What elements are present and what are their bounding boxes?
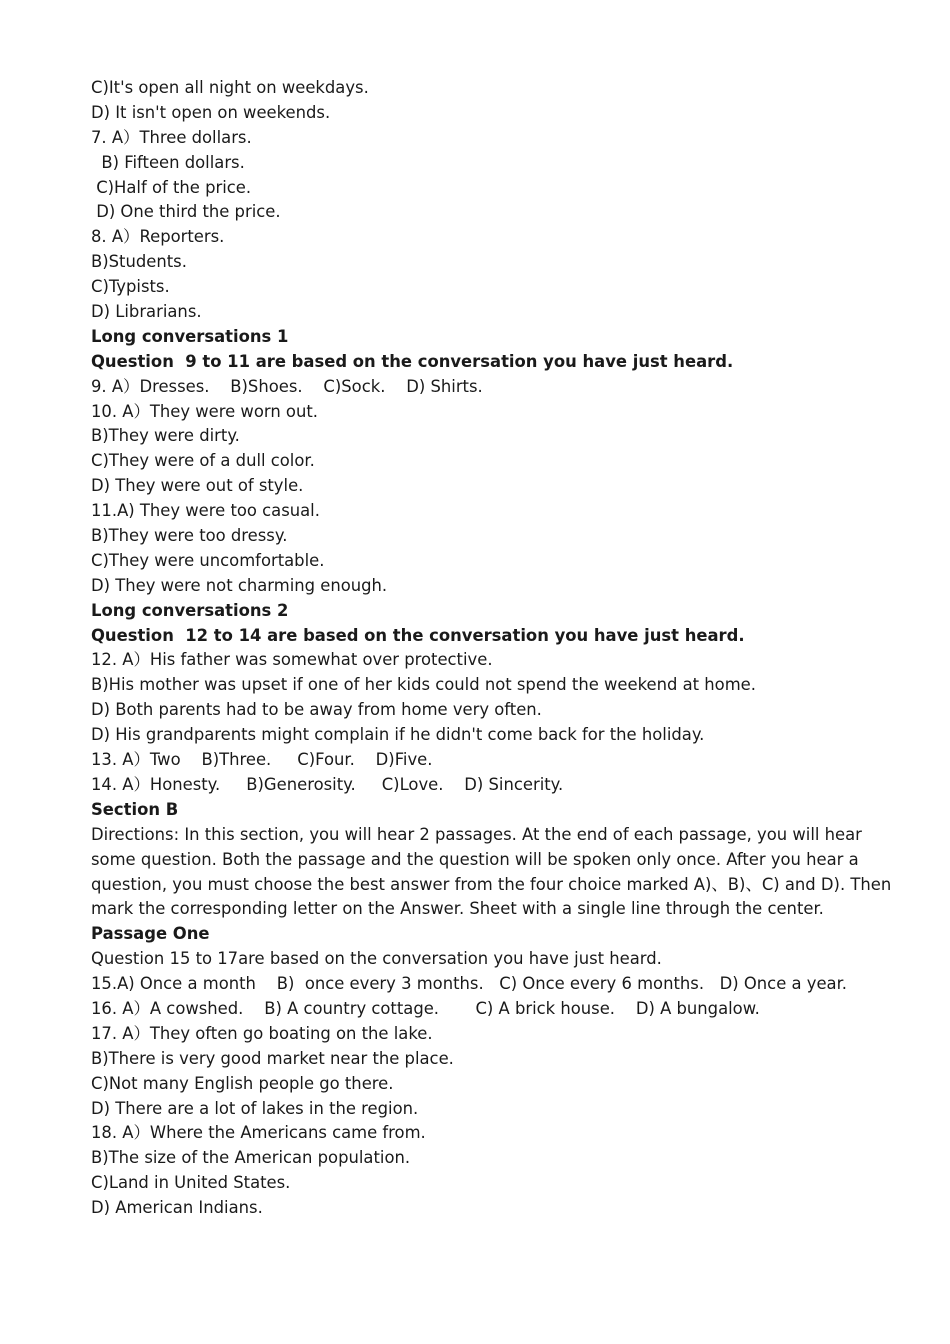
questions-block-1 <box>91 76 891 823</box>
text-line: 9. A）Dresses. B)Shoes. C)Sock. D) Shirts. <box>91 376 483 396</box>
directions-line: mark the corresponding letter on the Answer. Sheet with a single line through the center. <box>91 899 824 919</box>
text-line: D) American Indians. <box>91 1198 263 1218</box>
directions-block <box>91 823 891 923</box>
section-heading: Question 12 to 14 are based on the conversation you have just heard. <box>91 625 745 645</box>
section-heading: Long conversations 2 <box>91 600 289 620</box>
text-line: 17. A）They often go boating on the lake. <box>91 1023 433 1043</box>
text-line: D) There are a lot of lakes in the region. <box>91 1098 419 1118</box>
text-line: B)The size of the American population. <box>91 1148 411 1168</box>
text-line: B)There is very good market near the place. <box>91 1048 454 1068</box>
text-line: C)They were of a dull color. <box>91 451 315 471</box>
text-line: D) His grandparents might complain if he didn't come back for the holiday. <box>91 725 705 745</box>
directions-line: question, you must choose the best answer from the four choice marked A)、B)、C) and D). Then <box>91 874 892 894</box>
text-line: B)His mother was upset if one of her kids could not spend the weekend at home. <box>91 675 756 695</box>
text-line: C)Land in United States. <box>91 1173 291 1193</box>
text-line: D) Both parents had to be away from home very often. <box>91 700 542 720</box>
text-line: C)Not many English people go there. <box>91 1073 394 1093</box>
text-line: D) Librarians. <box>91 302 202 322</box>
text-line: C)Typists. <box>91 277 170 297</box>
text-line: 10. A）They were worn out. <box>91 401 318 421</box>
document-page <box>91 76 891 1221</box>
text-line: C)It's open all night on weekdays. <box>91 78 369 97</box>
text-line: D) They were not charming enough. <box>91 575 388 595</box>
text-line: 13. A）Two B)Three. C)Four. D)Five. <box>91 750 433 770</box>
text-line: 8. A）Reporters. <box>91 227 225 247</box>
section-heading: Long conversations 1 <box>91 326 289 346</box>
text-line: 11.A) They were too casual. <box>91 501 320 521</box>
questions-block-2 <box>91 922 891 1221</box>
text-line: Question 15 to 17are based on the conversation you have just heard. <box>91 949 662 969</box>
text-line: 12. A）His father was somewhat over protective. <box>91 650 493 670</box>
section-heading: Question 9 to 11 are based on the conversation you have just heard. <box>91 351 734 371</box>
text-line: 18. A）Where the Americans came from. <box>91 1123 426 1143</box>
text-line: D) They were out of style. <box>91 476 304 496</box>
text-line: C)Half of the price. <box>91 177 252 197</box>
directions-line: some question. Both the passage and the question will be spoken only once. After you hear a <box>91 849 859 869</box>
section-heading: Section B <box>91 799 179 819</box>
text-line: 14. A）Honesty. B)Generosity. C)Love. D) Sincerity. <box>91 774 564 794</box>
text-line: D) One third the price. <box>91 202 281 222</box>
text-line: D) It isn't open on weekends. <box>91 102 331 122</box>
text-line: 15.A) Once a month B) once every 3 months. C) Once every 6 months. D) Once a year. <box>91 974 848 994</box>
directions-line: Directions: In this section, you will hear 2 passages. At the end of each passage, you will hear <box>91 824 862 844</box>
text-line: 7. A）Three dollars. <box>91 127 252 147</box>
section-heading: Passage One <box>91 924 210 944</box>
text-line: B)They were dirty. <box>91 426 240 446</box>
text-line: B) Fifteen dollars. <box>91 152 245 172</box>
text-line: 16. A）A cowshed. B) A country cottage. C) A brick house. D) A bungalow. <box>91 998 760 1018</box>
text-line: B)They were too dressy. <box>91 526 288 546</box>
text-line: C)They were uncomfortable. <box>91 550 325 570</box>
text-line: B)Students. <box>91 252 187 272</box>
